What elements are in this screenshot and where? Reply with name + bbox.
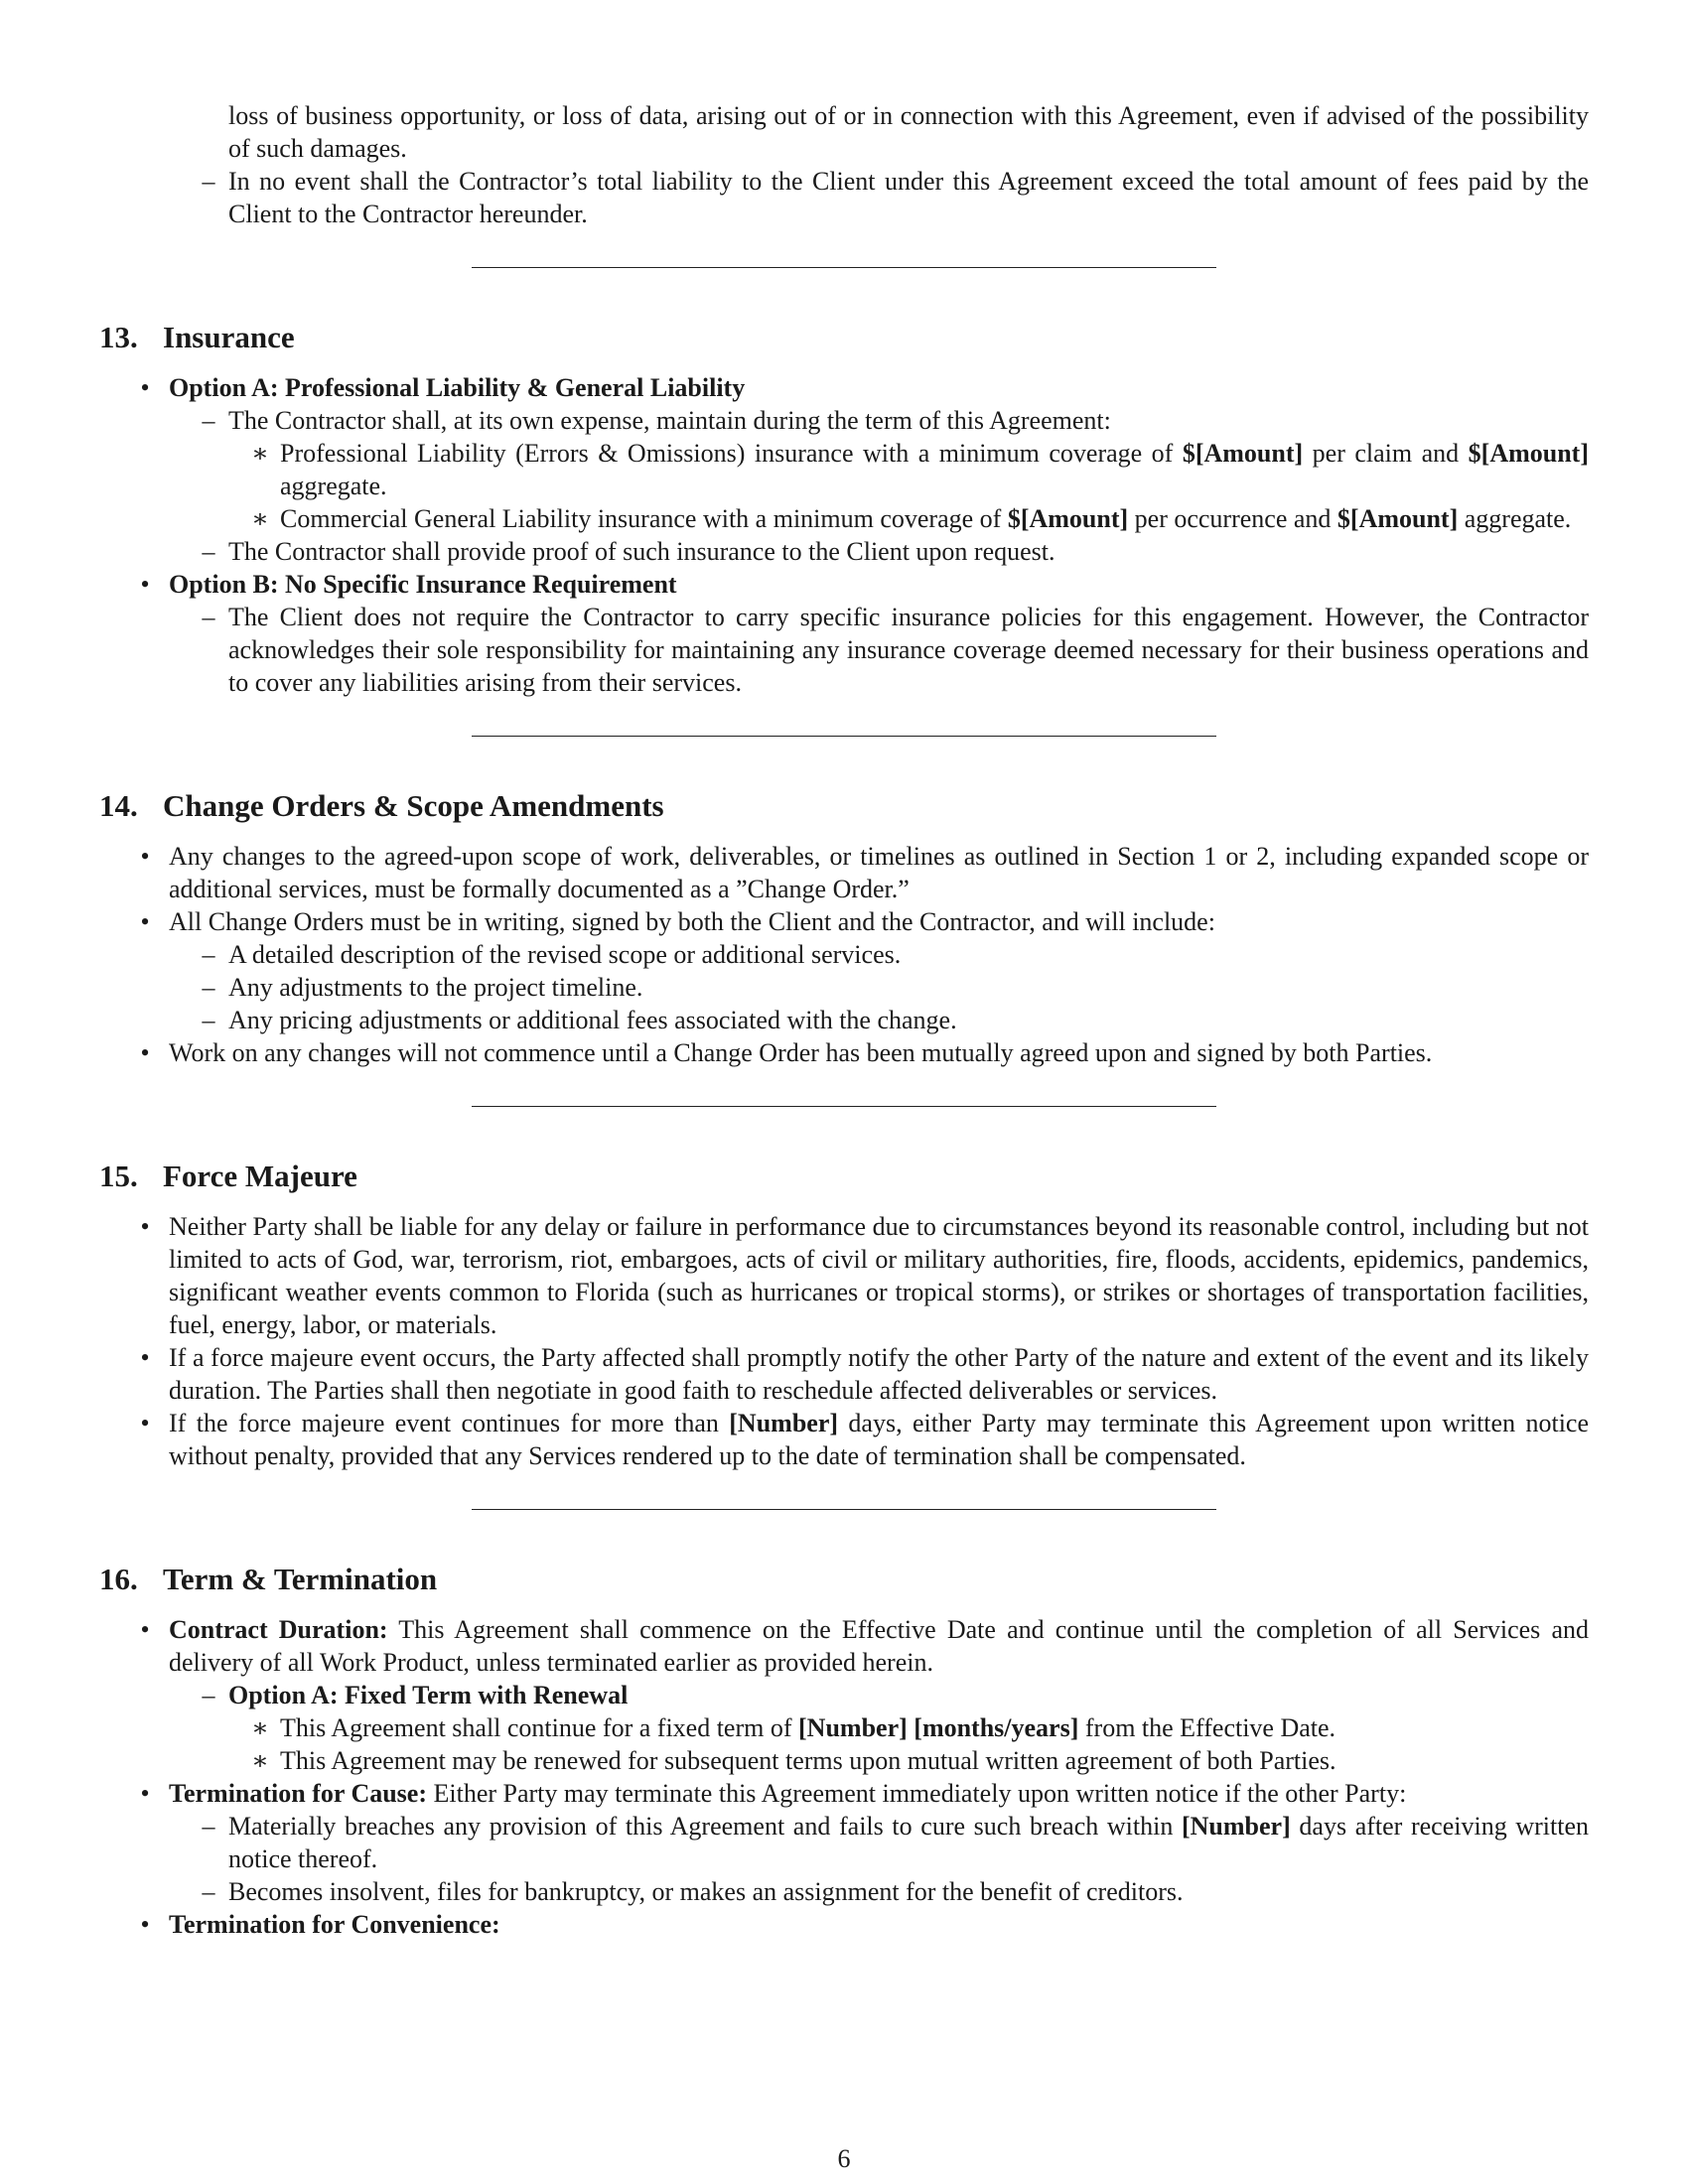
- option-label: Option A: Professional Liability & General Liability: [169, 373, 746, 402]
- option-label: Option A: Fixed Term with Renewal: [228, 1681, 629, 1709]
- list-item-text: Either Party may terminate this Agreement immediately upon written notice if the other Party:: [427, 1779, 1407, 1808]
- bullet-marker: •: [140, 1343, 150, 1372]
- term-label: Termination for Cause:: [169, 1779, 427, 1808]
- list-item-text: Work on any changes will not commence until a Change Order has been mutually agreed upon and signed by both Parties.: [169, 1038, 1433, 1067]
- bullet-marker: •: [140, 907, 150, 936]
- section-title: Force Majeure: [163, 1159, 357, 1193]
- bullet-marker: •: [140, 1779, 150, 1808]
- list-item: [99, 535, 1589, 568]
- section-heading-15: [99, 1157, 1589, 1196]
- bullet-marker: •: [140, 570, 150, 599]
- list-item-text: aggregate.: [1458, 504, 1572, 533]
- list-item: [99, 437, 1589, 502]
- list-item: [99, 165, 1589, 230]
- star-marker: ∗: [251, 1746, 269, 1775]
- list-item: [99, 840, 1589, 905]
- term-label: Contract Duration:: [169, 1615, 388, 1644]
- list-item: [99, 1407, 1589, 1472]
- section-title: Term & Termination: [163, 1562, 438, 1596]
- list-item: [99, 1679, 1589, 1711]
- list-item-text: The Client does not require the Contractor to carry specific insurance policies for this engagement. However, the Contractor acknowledges their sole responsibility for maintaining any insurance coverage deemed necessary for their business operations and to cover any liabilities arising from their services.: [228, 603, 1589, 697]
- star-marker: ∗: [251, 1713, 269, 1742]
- list-item-text: The Contractor shall, at its own expense, maintain during the term of this Agreement:: [228, 406, 1111, 435]
- amount-placeholder: $[Amount]: [1468, 439, 1590, 468]
- section-number: 14.: [99, 788, 138, 823]
- number-placeholder: [Number]: [1182, 1812, 1291, 1841]
- dash-marker: –: [202, 973, 215, 1002]
- section-divider: [472, 1509, 1216, 1510]
- option-label: Option B: No Specific Insurance Requirement: [169, 570, 677, 599]
- amount-placeholder: $[Amount]: [1336, 504, 1459, 533]
- bullet-marker: •: [140, 1038, 150, 1067]
- list-item: [99, 1777, 1589, 1810]
- term-label: Termination for Convenience:: [169, 1910, 500, 1939]
- dash-marker: –: [202, 167, 215, 196]
- list-item-text: Any adjustments to the project timeline.: [228, 973, 643, 1002]
- section-divider: [472, 736, 1216, 737]
- list-item: [99, 1210, 1589, 1341]
- list-item: [99, 502, 1589, 535]
- list-item: [99, 1711, 1589, 1744]
- period-placeholder: [months/years]: [914, 1713, 1079, 1742]
- list-item: [99, 971, 1589, 1004]
- dash-marker: –: [202, 940, 215, 969]
- list-item-text: The Contractor shall provide proof of such insurance to the Client upon request.: [228, 537, 1055, 566]
- amount-placeholder: $[Amount]: [1007, 504, 1129, 533]
- bullet-marker: •: [140, 842, 150, 871]
- number-placeholder: [Number]: [729, 1409, 839, 1437]
- list-item: [99, 1341, 1589, 1407]
- list-item-text: days, either Party may terminate this Agreement upon written notice without penalty, provided that any Services rendered up to the date of termination shall be compensated.: [169, 1409, 1590, 1470]
- list-item: [99, 905, 1589, 938]
- section-heading-14: [99, 786, 1589, 826]
- dash-marker: –: [202, 603, 215, 631]
- dash-marker: –: [202, 406, 215, 435]
- dash-marker: –: [202, 1006, 215, 1034]
- list-item: [99, 1744, 1589, 1777]
- list-item-text: Any changes to the agreed-upon scope of work, deliverables, or timelines as outlined in Section 1 or 2, including expanded scope or additional services, must be formally documented as a ”Change Order.”: [169, 842, 1589, 903]
- list-item-text: per claim and: [1303, 439, 1469, 468]
- section-heading-13: [99, 318, 1589, 357]
- list-item: [99, 1908, 1589, 1941]
- list-item: [99, 371, 1589, 404]
- list-item: [99, 1613, 1589, 1679]
- bullet-marker: •: [140, 373, 150, 402]
- list-item: [99, 938, 1589, 971]
- list-item-text: This Agreement may be renewed for subsequent terms upon mutual written agreement of both Parties.: [280, 1746, 1336, 1775]
- section-divider: [472, 267, 1216, 268]
- dash-marker: –: [202, 537, 215, 566]
- list-item-text: In no event shall the Contractor’s total liability to the Client under this Agreement exceed the total amount of fees paid by the Client to the Contractor hereunder.: [228, 167, 1589, 228]
- number-placeholder: [Number]: [798, 1713, 908, 1742]
- list-item-text: All Change Orders must be in writing, signed by both the Client and the Contractor, and will include:: [169, 907, 1215, 936]
- list-item-text: per occurrence and: [1128, 504, 1337, 533]
- list-item-text: Any pricing adjustments or additional fees associated with the change.: [228, 1006, 957, 1034]
- list-item: [99, 1036, 1589, 1069]
- list-item: [99, 404, 1589, 437]
- bullet-marker: •: [140, 1212, 150, 1241]
- dash-marker: –: [202, 1877, 215, 1906]
- bullet-marker: •: [140, 1910, 150, 1939]
- list-item-text: aggregate.: [280, 472, 387, 500]
- section-number: 13.: [99, 320, 138, 354]
- list-item-text: If a force majeure event occurs, the Party affected shall promptly notify the other Party of the nature and extent of the event and its likely duration. The Parties shall then negotiate in good faith to reschedule affected deliverables or services.: [169, 1343, 1589, 1405]
- section-number: 15.: [99, 1159, 138, 1193]
- list-item-text: This Agreement shall continue for a fixed term of: [280, 1713, 799, 1742]
- list-item: [99, 1810, 1589, 1875]
- section-title: Change Orders & Scope Amendments: [163, 788, 664, 823]
- section-number: 16.: [99, 1562, 138, 1596]
- list-item-continuation: loss of business opportunity, or loss of data, arising out of or in connection with this Agreement, even if advised of the possibility of such damages.: [228, 101, 1589, 163]
- list-item-text: days after receiving written notice thereof.: [228, 1812, 1590, 1873]
- amount-placeholder: $[Amount]: [1182, 439, 1304, 468]
- dash-marker: –: [202, 1681, 215, 1709]
- section-title: Insurance: [163, 320, 295, 354]
- bullet-marker: •: [140, 1409, 150, 1437]
- bullet-marker: •: [140, 1615, 150, 1644]
- page-number: 6: [837, 2144, 851, 2173]
- list-item-text: If the force majeure event continues for more than: [169, 1409, 730, 1437]
- star-marker: ∗: [251, 439, 269, 468]
- page-content: [99, 99, 1589, 1941]
- list-item-text: Neither Party shall be liable for any delay or failure in performance due to circumstances beyond its reasonable control, including but not limited to acts of God, war, terrorism, riot, embargoes, acts of civil or military authorities, fire, floods, accidents, epidemics, pandemics, significant weather events common to Florida (such as hurricanes or tropical storms), or strikes or shortages of transportation facilities, fuel, energy, labor, or materials.: [169, 1212, 1589, 1339]
- list-item-text: A detailed description of the revised scope or additional services.: [228, 940, 902, 969]
- list-item: [99, 601, 1589, 699]
- list-item-text: Becomes insolvent, files for bankruptcy, or makes an assignment for the benefit of creditors.: [228, 1877, 1184, 1906]
- list-item-text: Materially breaches any provision of this Agreement and fails to cure such breach within: [228, 1812, 1182, 1841]
- list-item-text: from the Effective Date.: [1078, 1713, 1336, 1742]
- list-item-text: Commercial General Liability insurance with a minimum coverage of: [280, 504, 1008, 533]
- list-item: [99, 568, 1589, 601]
- list-item: [99, 1004, 1589, 1036]
- star-marker: ∗: [251, 504, 269, 533]
- list-item: [99, 1875, 1589, 1908]
- section-heading-16: [99, 1560, 1589, 1599]
- section-divider: [472, 1106, 1216, 1107]
- list-item-text: Professional Liability (Errors & Omissions) insurance with a minimum coverage of: [280, 439, 1183, 468]
- dash-marker: –: [202, 1812, 215, 1841]
- list-item-text: This Agreement shall commence on the Effective Date and continue until the completion of all Services and delivery of all Work Product, unless terminated earlier as provided herein.: [169, 1615, 1589, 1677]
